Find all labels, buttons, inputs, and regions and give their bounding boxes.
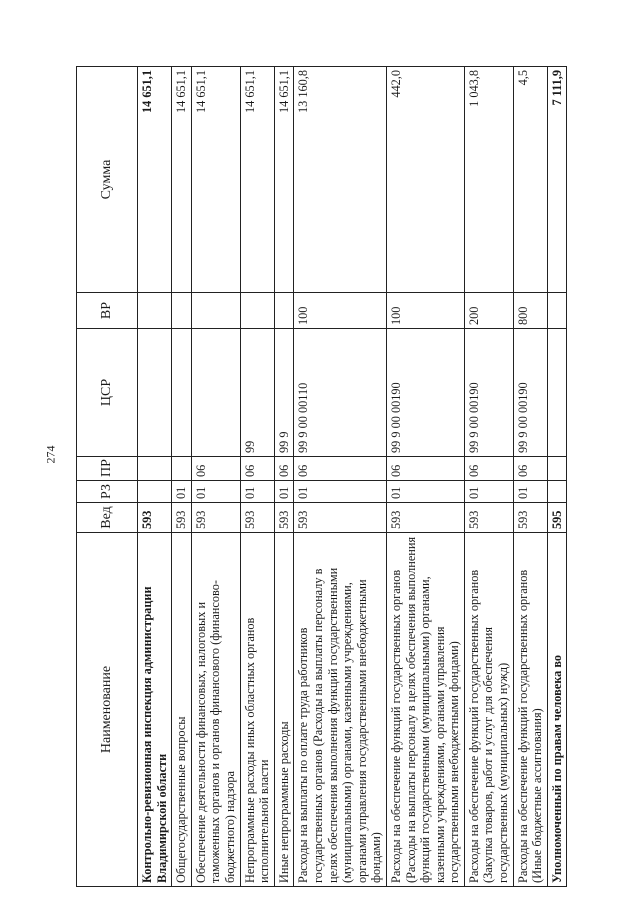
cell-vr: 200 — [464, 293, 513, 329]
cell-name: Иные непрограммные расходы — [274, 533, 294, 887]
cell-rz: 01 — [294, 481, 387, 503]
cell-sum: 14 651,1 — [240, 67, 274, 293]
cell-ved: 593 — [386, 503, 464, 533]
cell-vr — [172, 293, 192, 329]
cell-rz: 01 — [274, 481, 294, 503]
cell-rz: 01 — [191, 481, 240, 503]
cell-sum: 442,0 — [386, 67, 464, 293]
cell-pr: 06 — [464, 457, 513, 481]
cell-pr — [547, 457, 567, 481]
cell-name: Расходы на выплаты по оплате труда работников государственных органов (Расходы на выплаты персоналу в целях обеспечения выполнения функций государственными (муниципальными) органами, казенными учреждениями, органами управления государственными внебюджетными фондами) — [294, 533, 387, 887]
cell-pr: 06 — [191, 457, 240, 481]
cell-pr — [138, 457, 172, 481]
cell-vr — [138, 293, 172, 329]
header-name: Наименование — [77, 533, 138, 887]
cell-csr — [191, 329, 240, 457]
header-ved: Вед — [77, 503, 138, 533]
table-row — [547, 67, 567, 887]
cell-csr — [138, 329, 172, 457]
cell-vr: 100 — [294, 293, 387, 329]
cell-vr — [240, 293, 274, 329]
cell-rz — [547, 481, 567, 503]
cell-sum: 14 651,1 — [172, 67, 192, 293]
page-number: 274 — [43, 445, 58, 464]
cell-sum: 7 111,9 — [547, 67, 567, 293]
cell-ved: 593 — [191, 503, 240, 533]
cell-csr: 99 9 00 00190 — [464, 329, 513, 457]
cell-name: Уполномоченный по правам человека во — [547, 533, 567, 887]
cell-vr — [547, 293, 567, 329]
cell-ved: 593 — [294, 503, 387, 533]
table-row — [191, 67, 240, 887]
budget-table — [76, 66, 567, 887]
cell-rz: 01 — [513, 481, 547, 503]
cell-name: Обеспечение деятельности финансовых, налоговых и таможенных органов и органов финансового (финансово-бюджетного) надзора — [191, 533, 240, 887]
cell-ved: 593 — [172, 503, 192, 533]
cell-name: Расходы на обеспечение функций государственных органов (Иные бюджетные ассигнования) — [513, 533, 547, 887]
cell-pr: 06 — [274, 457, 294, 481]
header-vr: ВР — [77, 293, 138, 329]
table-header-row — [77, 67, 138, 887]
cell-name: Расходы на обеспечение функций государственных органов (Закупка товаров, работ и услуг для обеспечения государственных (муниципальных) нужд) — [464, 533, 513, 887]
header-pr: ПР — [77, 457, 138, 481]
cell-name: Общегосударственные вопросы — [172, 533, 192, 887]
cell-ved: 593 — [513, 503, 547, 533]
cell-pr: 06 — [294, 457, 387, 481]
cell-vr: 100 — [386, 293, 464, 329]
table-row — [464, 67, 513, 887]
table-row — [172, 67, 192, 887]
cell-ved: 593 — [240, 503, 274, 533]
cell-sum: 1 043,8 — [464, 67, 513, 293]
cell-pr: 06 — [240, 457, 274, 481]
cell-sum: 4,5 — [513, 67, 547, 293]
cell-csr: 99 9 00 00110 — [294, 329, 387, 457]
cell-csr: 99 9 00 00190 — [386, 329, 464, 457]
cell-rz: 01 — [172, 481, 192, 503]
cell-csr — [547, 329, 567, 457]
table-row — [513, 67, 547, 887]
cell-vr — [274, 293, 294, 329]
cell-ved: 593 — [274, 503, 294, 533]
table-row — [386, 67, 464, 887]
cell-ved: 593 — [464, 503, 513, 533]
rotated-page — [76, 67, 596, 887]
cell-sum: 13 160,8 — [294, 67, 387, 293]
cell-rz — [138, 481, 172, 503]
cell-sum: 14 651,1 — [138, 67, 172, 293]
cell-name: Расходы на обеспечение функций государственных органов (Расходы на выплаты персоналу в целях обеспечения выполнения функций государственными (муниципальными) органами, казенными учреждениями, органами управления государственными внебюджетными фондами) — [386, 533, 464, 887]
cell-csr — [172, 329, 192, 457]
table-row — [294, 67, 387, 887]
header-sum: Сумма — [77, 67, 138, 293]
cell-csr: 99 — [240, 329, 274, 457]
cell-pr: 06 — [513, 457, 547, 481]
cell-vr: 800 — [513, 293, 547, 329]
cell-rz: 01 — [386, 481, 464, 503]
table-row — [138, 67, 172, 887]
cell-sum: 14 651,1 — [274, 67, 294, 293]
cell-sum: 14 651,1 — [191, 67, 240, 293]
cell-name: Непрограммные расходы иных областных органов исполнительной власти — [240, 533, 274, 887]
cell-ved: 593 — [138, 503, 172, 533]
cell-csr: 99 9 00 00190 — [513, 329, 547, 457]
cell-vr — [191, 293, 240, 329]
cell-pr — [172, 457, 192, 481]
cell-csr: 99 9 — [274, 329, 294, 457]
cell-ved: 595 — [547, 503, 567, 533]
header-csr: ЦСР — [77, 329, 138, 457]
table-row — [274, 67, 294, 887]
cell-pr: 06 — [386, 457, 464, 481]
header-rz: РЗ — [77, 481, 138, 503]
cell-name: Контрольно-ревизионная инспекция администрации Владимирской области — [138, 533, 172, 887]
cell-rz: 01 — [464, 481, 513, 503]
cell-rz: 01 — [240, 481, 274, 503]
table-row — [240, 67, 274, 887]
